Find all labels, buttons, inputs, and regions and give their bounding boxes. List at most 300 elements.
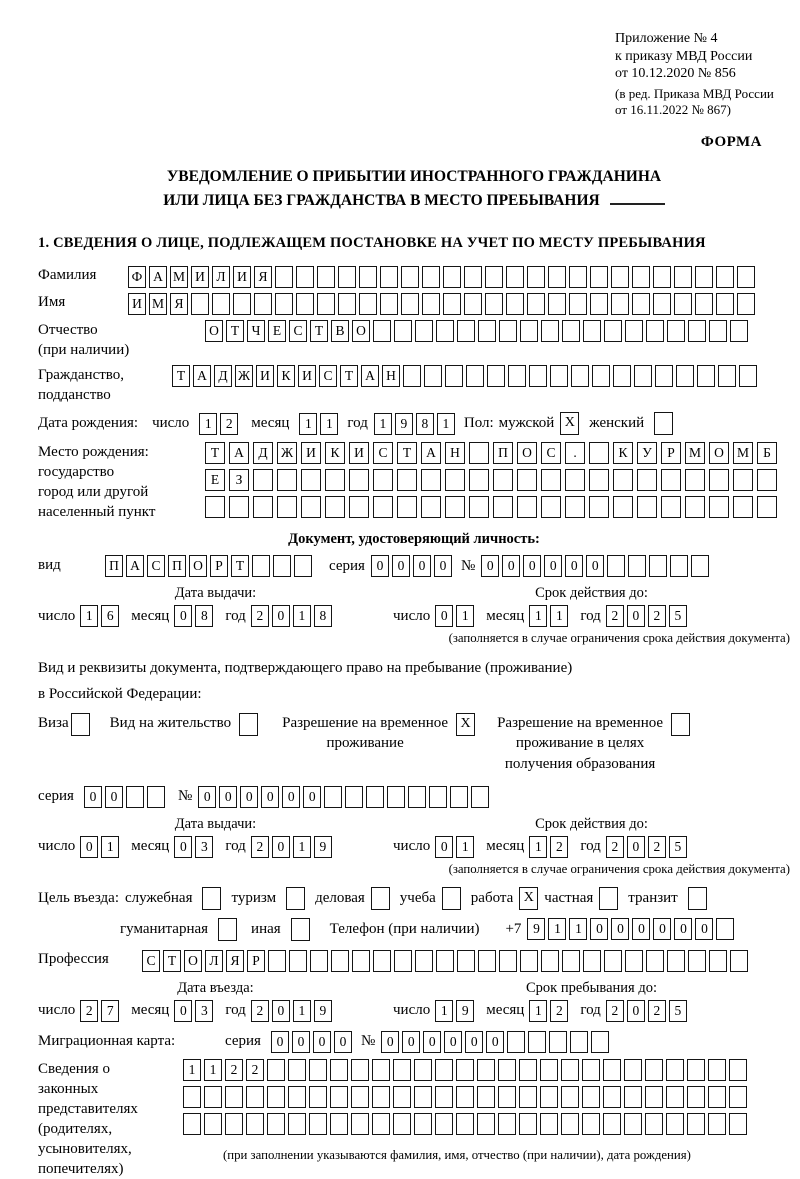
char-cell[interactable]: 1 bbox=[529, 1000, 547, 1022]
char-cell[interactable] bbox=[645, 1113, 663, 1135]
char-cell[interactable]: 1 bbox=[374, 413, 392, 435]
char-cell[interactable]: 0 bbox=[313, 1031, 331, 1053]
char-cell[interactable] bbox=[317, 266, 335, 288]
char-cell[interactable]: 0 bbox=[381, 1031, 399, 1053]
char-cell[interactable]: Ф bbox=[128, 266, 146, 288]
char-cell[interactable] bbox=[352, 950, 370, 972]
char-cell[interactable] bbox=[582, 1086, 600, 1108]
char-cell[interactable] bbox=[325, 469, 345, 491]
char-cell[interactable] bbox=[520, 950, 538, 972]
char-cell[interactable]: О bbox=[184, 950, 202, 972]
char-cell[interactable] bbox=[541, 950, 559, 972]
char-cell[interactable] bbox=[126, 786, 144, 808]
char-cell[interactable] bbox=[653, 266, 671, 288]
char-cell[interactable]: 0 bbox=[105, 786, 123, 808]
citizenship-input[interactable] bbox=[172, 365, 760, 387]
char-cell[interactable] bbox=[325, 496, 345, 518]
char-cell[interactable] bbox=[331, 950, 349, 972]
char-cell[interactable] bbox=[646, 320, 664, 342]
char-cell[interactable] bbox=[309, 1086, 327, 1108]
char-cell[interactable] bbox=[246, 1086, 264, 1108]
char-cell[interactable] bbox=[540, 1059, 558, 1081]
char-cell[interactable]: 0 bbox=[240, 786, 258, 808]
char-cell[interactable]: 0 bbox=[590, 918, 608, 940]
char-cell[interactable] bbox=[729, 1059, 747, 1081]
char-cell[interactable]: 6 bbox=[101, 605, 119, 627]
char-cell[interactable] bbox=[561, 1059, 579, 1081]
char-cell[interactable] bbox=[589, 496, 609, 518]
char-cell[interactable] bbox=[443, 266, 461, 288]
char-cell[interactable]: 2 bbox=[606, 605, 624, 627]
char-cell[interactable] bbox=[590, 293, 608, 315]
char-cell[interactable] bbox=[506, 293, 524, 315]
char-cell[interactable]: 0 bbox=[611, 918, 629, 940]
char-cell[interactable] bbox=[487, 365, 505, 387]
char-cell[interactable] bbox=[485, 293, 503, 315]
char-cell[interactable]: 0 bbox=[565, 555, 583, 577]
char-cell[interactable] bbox=[366, 786, 384, 808]
char-cell[interactable]: 0 bbox=[84, 786, 102, 808]
char-cell[interactable] bbox=[569, 293, 587, 315]
char-cell[interactable]: 0 bbox=[444, 1031, 462, 1053]
char-cell[interactable] bbox=[443, 293, 461, 315]
char-cell[interactable] bbox=[401, 293, 419, 315]
char-cell[interactable] bbox=[604, 320, 622, 342]
char-cell[interactable] bbox=[628, 555, 646, 577]
char-cell[interactable] bbox=[506, 266, 524, 288]
char-cell[interactable]: С bbox=[142, 950, 160, 972]
char-cell[interactable]: О bbox=[189, 555, 207, 577]
identity-valid-month[interactable] bbox=[529, 605, 571, 627]
char-cell[interactable] bbox=[674, 293, 692, 315]
char-cell[interactable] bbox=[387, 786, 405, 808]
char-cell[interactable] bbox=[296, 266, 314, 288]
char-cell[interactable] bbox=[277, 496, 297, 518]
purpose-other-checkbox[interactable] bbox=[291, 918, 310, 941]
char-cell[interactable]: 1 bbox=[293, 836, 311, 858]
char-cell[interactable] bbox=[393, 1059, 411, 1081]
char-cell[interactable] bbox=[624, 1059, 642, 1081]
char-cell[interactable] bbox=[498, 1113, 516, 1135]
char-cell[interactable] bbox=[414, 1113, 432, 1135]
identity-valid-year[interactable] bbox=[606, 605, 690, 627]
char-cell[interactable] bbox=[436, 950, 454, 972]
char-cell[interactable]: Р bbox=[661, 442, 681, 464]
entry-year[interactable] bbox=[251, 1000, 335, 1022]
char-cell[interactable] bbox=[613, 469, 633, 491]
char-cell[interactable] bbox=[268, 950, 286, 972]
char-cell[interactable] bbox=[485, 266, 503, 288]
char-cell[interactable] bbox=[464, 293, 482, 315]
char-cell[interactable]: Т bbox=[226, 320, 244, 342]
char-cell[interactable]: 2 bbox=[648, 1000, 666, 1022]
char-cell[interactable] bbox=[273, 555, 291, 577]
char-cell[interactable]: 2 bbox=[550, 836, 568, 858]
char-cell[interactable]: М bbox=[170, 266, 188, 288]
char-cell[interactable] bbox=[667, 950, 685, 972]
char-cell[interactable] bbox=[424, 365, 442, 387]
char-cell[interactable] bbox=[372, 1059, 390, 1081]
char-cell[interactable]: 0 bbox=[653, 918, 671, 940]
char-cell[interactable] bbox=[415, 320, 433, 342]
char-cell[interactable]: 9 bbox=[527, 918, 545, 940]
residence-number-input[interactable] bbox=[198, 786, 492, 808]
char-cell[interactable] bbox=[253, 496, 273, 518]
char-cell[interactable] bbox=[519, 1086, 537, 1108]
char-cell[interactable] bbox=[253, 469, 273, 491]
char-cell[interactable]: И bbox=[128, 293, 146, 315]
char-cell[interactable]: 0 bbox=[627, 605, 645, 627]
char-cell[interactable]: 2 bbox=[80, 1000, 98, 1022]
char-cell[interactable]: 0 bbox=[435, 605, 453, 627]
char-cell[interactable] bbox=[301, 496, 321, 518]
char-cell[interactable] bbox=[519, 1113, 537, 1135]
char-cell[interactable] bbox=[324, 786, 342, 808]
char-cell[interactable] bbox=[519, 1059, 537, 1081]
char-cell[interactable]: 0 bbox=[435, 836, 453, 858]
birth-place-line2-input[interactable] bbox=[205, 469, 781, 491]
char-cell[interactable] bbox=[435, 1059, 453, 1081]
birth-place-line1-input[interactable] bbox=[205, 442, 781, 464]
char-cell[interactable]: 0 bbox=[674, 918, 692, 940]
residence-valid-day[interactable] bbox=[435, 836, 477, 858]
migration-series-input[interactable] bbox=[271, 1031, 355, 1053]
char-cell[interactable]: Р bbox=[247, 950, 265, 972]
char-cell[interactable] bbox=[520, 320, 538, 342]
char-cell[interactable] bbox=[456, 1113, 474, 1135]
char-cell[interactable]: В bbox=[331, 320, 349, 342]
char-cell[interactable] bbox=[380, 266, 398, 288]
char-cell[interactable]: 0 bbox=[219, 786, 237, 808]
legal-reps-line2-input[interactable] bbox=[183, 1086, 750, 1108]
char-cell[interactable] bbox=[469, 496, 489, 518]
char-cell[interactable] bbox=[415, 950, 433, 972]
char-cell[interactable] bbox=[674, 266, 692, 288]
char-cell[interactable] bbox=[457, 950, 475, 972]
stay-month[interactable] bbox=[529, 1000, 571, 1022]
char-cell[interactable]: 2 bbox=[225, 1059, 243, 1081]
char-cell[interactable] bbox=[708, 1086, 726, 1108]
char-cell[interactable] bbox=[477, 1086, 495, 1108]
char-cell[interactable]: О bbox=[709, 442, 729, 464]
char-cell[interactable]: 0 bbox=[303, 786, 321, 808]
char-cell[interactable]: И bbox=[349, 442, 369, 464]
char-cell[interactable]: 1 bbox=[199, 413, 217, 435]
char-cell[interactable]: Д bbox=[253, 442, 273, 464]
char-cell[interactable] bbox=[589, 442, 609, 464]
char-cell[interactable] bbox=[757, 469, 777, 491]
char-cell[interactable] bbox=[733, 469, 753, 491]
char-cell[interactable] bbox=[147, 786, 165, 808]
char-cell[interactable]: 8 bbox=[314, 605, 332, 627]
char-cell[interactable] bbox=[691, 555, 709, 577]
char-cell[interactable] bbox=[359, 293, 377, 315]
birth-year-input[interactable] bbox=[374, 413, 458, 435]
profession-input[interactable] bbox=[142, 950, 751, 972]
char-cell[interactable] bbox=[562, 320, 580, 342]
char-cell[interactable] bbox=[330, 1059, 348, 1081]
char-cell[interactable] bbox=[338, 266, 356, 288]
char-cell[interactable]: 1 bbox=[101, 836, 119, 858]
char-cell[interactable] bbox=[421, 496, 441, 518]
char-cell[interactable]: 0 bbox=[334, 1031, 352, 1053]
char-cell[interactable] bbox=[414, 1059, 432, 1081]
char-cell[interactable]: 1 bbox=[204, 1059, 222, 1081]
char-cell[interactable]: И bbox=[301, 442, 321, 464]
char-cell[interactable] bbox=[708, 1059, 726, 1081]
char-cell[interactable] bbox=[661, 469, 681, 491]
char-cell[interactable]: 1 bbox=[183, 1059, 201, 1081]
char-cell[interactable] bbox=[697, 365, 715, 387]
char-cell[interactable] bbox=[666, 1113, 684, 1135]
entry-month[interactable] bbox=[174, 1000, 216, 1022]
char-cell[interactable] bbox=[624, 1113, 642, 1135]
char-cell[interactable] bbox=[345, 786, 363, 808]
char-cell[interactable] bbox=[372, 1086, 390, 1108]
char-cell[interactable] bbox=[549, 1031, 567, 1053]
char-cell[interactable] bbox=[611, 293, 629, 315]
char-cell[interactable]: 9 bbox=[314, 836, 332, 858]
residence-valid-month[interactable] bbox=[529, 836, 571, 858]
char-cell[interactable] bbox=[716, 293, 734, 315]
char-cell[interactable] bbox=[477, 1059, 495, 1081]
temp-residence-permit-checkbox[interactable]: X bbox=[456, 713, 475, 736]
char-cell[interactable]: 8 bbox=[195, 605, 213, 627]
char-cell[interactable]: 2 bbox=[606, 1000, 624, 1022]
residence-issue-month[interactable] bbox=[174, 836, 216, 858]
char-cell[interactable]: С bbox=[541, 442, 561, 464]
char-cell[interactable] bbox=[653, 293, 671, 315]
identity-series-input[interactable] bbox=[371, 555, 455, 577]
legal-reps-line1-input[interactable] bbox=[183, 1059, 750, 1081]
char-cell[interactable]: 2 bbox=[251, 1000, 269, 1022]
char-cell[interactable] bbox=[277, 469, 297, 491]
char-cell[interactable]: М bbox=[733, 442, 753, 464]
char-cell[interactable] bbox=[645, 1086, 663, 1108]
char-cell[interactable] bbox=[275, 266, 293, 288]
char-cell[interactable] bbox=[603, 1113, 621, 1135]
char-cell[interactable]: О bbox=[205, 320, 223, 342]
char-cell[interactable]: 1 bbox=[550, 605, 568, 627]
char-cell[interactable]: Я bbox=[254, 266, 272, 288]
char-cell[interactable]: К bbox=[277, 365, 295, 387]
char-cell[interactable]: И bbox=[233, 266, 251, 288]
char-cell[interactable] bbox=[445, 496, 465, 518]
char-cell[interactable] bbox=[709, 320, 727, 342]
char-cell[interactable] bbox=[309, 1059, 327, 1081]
char-cell[interactable] bbox=[541, 469, 561, 491]
char-cell[interactable]: 0 bbox=[371, 555, 389, 577]
char-cell[interactable] bbox=[445, 469, 465, 491]
char-cell[interactable] bbox=[562, 950, 580, 972]
char-cell[interactable]: И bbox=[298, 365, 316, 387]
residence-valid-year[interactable] bbox=[606, 836, 690, 858]
char-cell[interactable] bbox=[394, 950, 412, 972]
char-cell[interactable] bbox=[330, 1113, 348, 1135]
char-cell[interactable]: С bbox=[319, 365, 337, 387]
char-cell[interactable] bbox=[632, 266, 650, 288]
char-cell[interactable] bbox=[422, 293, 440, 315]
char-cell[interactable] bbox=[634, 365, 652, 387]
char-cell[interactable] bbox=[408, 786, 426, 808]
char-cell[interactable]: 0 bbox=[502, 555, 520, 577]
char-cell[interactable] bbox=[225, 1086, 243, 1108]
char-cell[interactable]: Т bbox=[231, 555, 249, 577]
char-cell[interactable]: Л bbox=[205, 950, 223, 972]
char-cell[interactable] bbox=[582, 1113, 600, 1135]
purpose-business-checkbox[interactable] bbox=[371, 887, 390, 910]
char-cell[interactable]: 0 bbox=[271, 1031, 289, 1053]
char-cell[interactable]: 0 bbox=[292, 1031, 310, 1053]
char-cell[interactable]: Е bbox=[205, 469, 225, 491]
char-cell[interactable] bbox=[607, 555, 625, 577]
char-cell[interactable]: 1 bbox=[435, 1000, 453, 1022]
char-cell[interactable] bbox=[275, 293, 293, 315]
sex-male-checkbox[interactable]: X bbox=[560, 412, 579, 435]
char-cell[interactable]: 3 bbox=[195, 836, 213, 858]
birth-day-input[interactable] bbox=[199, 413, 241, 435]
char-cell[interactable] bbox=[478, 950, 496, 972]
char-cell[interactable]: 0 bbox=[586, 555, 604, 577]
char-cell[interactable] bbox=[730, 950, 748, 972]
char-cell[interactable]: 0 bbox=[80, 836, 98, 858]
char-cell[interactable] bbox=[393, 1113, 411, 1135]
char-cell[interactable] bbox=[737, 293, 755, 315]
char-cell[interactable]: 2 bbox=[246, 1059, 264, 1081]
char-cell[interactable] bbox=[310, 950, 328, 972]
char-cell[interactable] bbox=[289, 950, 307, 972]
char-cell[interactable]: Т bbox=[163, 950, 181, 972]
char-cell[interactable] bbox=[464, 266, 482, 288]
char-cell[interactable]: 0 bbox=[465, 1031, 483, 1053]
char-cell[interactable] bbox=[565, 469, 585, 491]
char-cell[interactable] bbox=[685, 469, 705, 491]
char-cell[interactable] bbox=[351, 1086, 369, 1108]
char-cell[interactable] bbox=[393, 1086, 411, 1108]
char-cell[interactable]: А bbox=[361, 365, 379, 387]
char-cell[interactable] bbox=[229, 496, 249, 518]
char-cell[interactable] bbox=[212, 293, 230, 315]
char-cell[interactable] bbox=[637, 469, 657, 491]
char-cell[interactable] bbox=[716, 918, 734, 940]
residence-issue-day[interactable] bbox=[80, 836, 122, 858]
char-cell[interactable]: П bbox=[493, 442, 513, 464]
char-cell[interactable] bbox=[288, 1113, 306, 1135]
char-cell[interactable] bbox=[469, 442, 489, 464]
char-cell[interactable] bbox=[670, 555, 688, 577]
char-cell[interactable] bbox=[499, 950, 517, 972]
char-cell[interactable]: 0 bbox=[544, 555, 562, 577]
char-cell[interactable] bbox=[422, 266, 440, 288]
char-cell[interactable]: А bbox=[126, 555, 144, 577]
char-cell[interactable] bbox=[527, 266, 545, 288]
char-cell[interactable]: 2 bbox=[648, 605, 666, 627]
char-cell[interactable]: 2 bbox=[220, 413, 238, 435]
char-cell[interactable] bbox=[591, 1031, 609, 1053]
char-cell[interactable] bbox=[729, 1113, 747, 1135]
char-cell[interactable]: П bbox=[105, 555, 123, 577]
char-cell[interactable] bbox=[456, 1086, 474, 1108]
char-cell[interactable] bbox=[435, 1113, 453, 1135]
char-cell[interactable] bbox=[183, 1113, 201, 1135]
char-cell[interactable] bbox=[540, 1086, 558, 1108]
char-cell[interactable]: 2 bbox=[606, 836, 624, 858]
char-cell[interactable] bbox=[288, 1059, 306, 1081]
char-cell[interactable]: 2 bbox=[550, 1000, 568, 1022]
identity-valid-day[interactable] bbox=[435, 605, 477, 627]
char-cell[interactable]: Н bbox=[445, 442, 465, 464]
char-cell[interactable] bbox=[359, 266, 377, 288]
char-cell[interactable]: Л bbox=[212, 266, 230, 288]
given-name-input[interactable] bbox=[128, 293, 758, 315]
char-cell[interactable] bbox=[637, 496, 657, 518]
char-cell[interactable]: 1 bbox=[529, 836, 547, 858]
char-cell[interactable] bbox=[613, 496, 633, 518]
char-cell[interactable] bbox=[191, 293, 209, 315]
char-cell[interactable] bbox=[695, 293, 713, 315]
char-cell[interactable]: 0 bbox=[523, 555, 541, 577]
char-cell[interactable]: 1 bbox=[456, 836, 474, 858]
char-cell[interactable] bbox=[624, 1086, 642, 1108]
char-cell[interactable] bbox=[338, 293, 356, 315]
char-cell[interactable] bbox=[718, 365, 736, 387]
char-cell[interactable] bbox=[541, 320, 559, 342]
identity-number-input[interactable] bbox=[481, 555, 712, 577]
edu-residence-permit-checkbox[interactable] bbox=[671, 713, 690, 736]
purpose-official-checkbox[interactable] bbox=[202, 887, 221, 910]
char-cell[interactable] bbox=[394, 320, 412, 342]
char-cell[interactable]: 9 bbox=[395, 413, 413, 435]
char-cell[interactable]: 0 bbox=[174, 1000, 192, 1022]
char-cell[interactable] bbox=[632, 293, 650, 315]
char-cell[interactable] bbox=[349, 469, 369, 491]
char-cell[interactable] bbox=[204, 1113, 222, 1135]
char-cell[interactable] bbox=[445, 365, 463, 387]
char-cell[interactable] bbox=[603, 1059, 621, 1081]
char-cell[interactable]: О bbox=[352, 320, 370, 342]
char-cell[interactable]: 1 bbox=[548, 918, 566, 940]
char-cell[interactable]: 0 bbox=[174, 836, 192, 858]
char-cell[interactable] bbox=[373, 950, 391, 972]
char-cell[interactable] bbox=[436, 320, 454, 342]
char-cell[interactable] bbox=[649, 555, 667, 577]
char-cell[interactable] bbox=[695, 266, 713, 288]
char-cell[interactable] bbox=[466, 365, 484, 387]
char-cell[interactable] bbox=[317, 293, 335, 315]
char-cell[interactable]: Т bbox=[205, 442, 225, 464]
char-cell[interactable]: 0 bbox=[486, 1031, 504, 1053]
stay-day[interactable] bbox=[435, 1000, 477, 1022]
char-cell[interactable]: М bbox=[685, 442, 705, 464]
char-cell[interactable] bbox=[372, 1113, 390, 1135]
char-cell[interactable] bbox=[204, 1086, 222, 1108]
char-cell[interactable] bbox=[529, 365, 547, 387]
char-cell[interactable] bbox=[739, 365, 757, 387]
char-cell[interactable]: И bbox=[191, 266, 209, 288]
char-cell[interactable]: А bbox=[193, 365, 211, 387]
char-cell[interactable]: А bbox=[229, 442, 249, 464]
char-cell[interactable]: П bbox=[168, 555, 186, 577]
char-cell[interactable] bbox=[373, 496, 393, 518]
char-cell[interactable]: Я bbox=[226, 950, 244, 972]
char-cell[interactable] bbox=[205, 496, 225, 518]
char-cell[interactable] bbox=[517, 496, 537, 518]
char-cell[interactable]: 0 bbox=[413, 555, 431, 577]
char-cell[interactable] bbox=[540, 1113, 558, 1135]
char-cell[interactable] bbox=[469, 469, 489, 491]
char-cell[interactable] bbox=[571, 365, 589, 387]
char-cell[interactable]: 5 bbox=[669, 836, 687, 858]
